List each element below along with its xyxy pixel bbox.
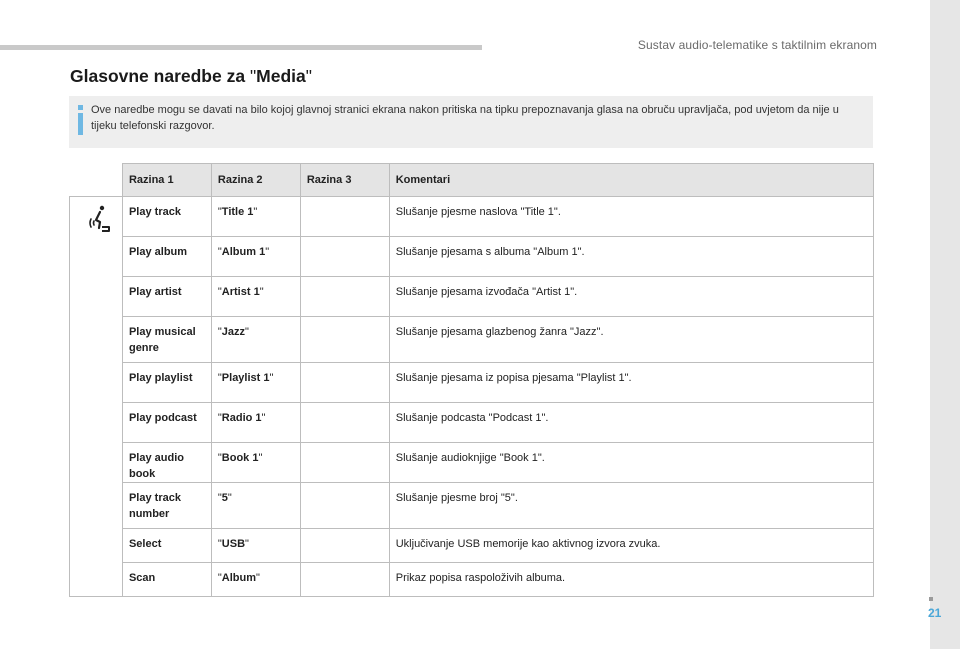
comment-cell: Slušanje audioknjige "Book 1". xyxy=(389,443,873,483)
level-2-value: Album xyxy=(221,572,257,584)
page-number: 21 xyxy=(928,606,942,620)
info-box xyxy=(69,96,873,148)
icon-cell xyxy=(70,197,123,597)
level-1-cell: Play musical genre xyxy=(122,317,211,363)
header-level-2: Razina 2 xyxy=(211,164,300,197)
header-level-1: Razina 1 xyxy=(122,164,211,197)
comment-cell: Prikaz popisa raspoloživih albuma. xyxy=(389,563,873,597)
table-row xyxy=(70,483,874,529)
level-3-cell xyxy=(300,277,389,317)
comment-cell: Slušanje podcasta "Podcast 1". xyxy=(389,403,873,443)
level-2-value: Playlist 1 xyxy=(221,372,270,384)
level-2-value: Radio 1 xyxy=(221,412,262,424)
comment-cell: Uključivanje USB memorije kao aktivnog izvora zvuka. xyxy=(389,529,873,563)
voice-command-icon xyxy=(87,205,113,235)
page-side-strip xyxy=(930,0,960,649)
header-comments: Komentari xyxy=(389,164,873,197)
header-level-3: Razina 3 xyxy=(300,164,389,197)
comment-cell: Slušanje pjesme naslova "Title 1". xyxy=(389,197,873,237)
title-word: Media xyxy=(256,66,306,86)
level-2-value: Jazz xyxy=(221,326,246,338)
level-1-cell: Scan xyxy=(122,563,211,597)
table-row xyxy=(70,403,874,443)
level-2-value: 5 xyxy=(221,492,228,504)
comment-cell: Slušanje pjesama izvođača "Artist 1". xyxy=(389,277,873,317)
page-marker xyxy=(929,597,933,601)
title-close-quote: " xyxy=(305,66,312,86)
level-2-cell: "USB" xyxy=(211,529,300,563)
page-title xyxy=(70,66,312,87)
level-2-cell: "Artist 1" xyxy=(211,277,300,317)
level-2-value: Artist 1 xyxy=(221,286,260,298)
table-row xyxy=(70,277,874,317)
table-row xyxy=(70,363,874,403)
table-row xyxy=(70,237,874,277)
section-header: Sustav audio-telematike s taktilnim ekranom xyxy=(637,38,877,52)
level-2-cell: "Jazz" xyxy=(211,317,300,363)
table-header-row xyxy=(70,164,874,197)
level-3-cell xyxy=(300,197,389,237)
level-1-cell: Play album xyxy=(122,237,211,277)
level-3-cell xyxy=(300,483,389,529)
level-3-cell xyxy=(300,317,389,363)
level-2-cell: "Title 1" xyxy=(211,197,300,237)
title-open-quote: " xyxy=(249,66,257,86)
level-3-cell xyxy=(300,403,389,443)
level-3-cell xyxy=(300,443,389,483)
level-2-cell: "Book 1" xyxy=(211,443,300,483)
level-3-cell xyxy=(300,529,389,563)
level-2-cell: "Radio 1" xyxy=(211,403,300,443)
level-2-cell: "Playlist 1" xyxy=(211,363,300,403)
level-2-value: Album 1 xyxy=(221,246,266,258)
info-icon xyxy=(78,105,83,135)
table-row xyxy=(70,197,874,237)
table-row xyxy=(70,317,874,363)
comment-cell: Slušanje pjesama glazbenog žanra "Jazz". xyxy=(389,317,873,363)
level-2-cell: "Album" xyxy=(211,563,300,597)
table-row xyxy=(70,563,874,597)
level-1-cell: Select xyxy=(122,529,211,563)
level-3-cell xyxy=(300,363,389,403)
level-1-cell: Play playlist xyxy=(122,363,211,403)
level-2-cell: "5" xyxy=(211,483,300,529)
voice-commands-table xyxy=(69,163,874,597)
header-rule xyxy=(0,45,482,50)
comment-cell: Slušanje pjesama s albuma "Album 1". xyxy=(389,237,873,277)
level-1-cell: Play artist xyxy=(122,277,211,317)
level-2-value: Book 1 xyxy=(221,452,259,464)
level-1-cell: Play track xyxy=(122,197,211,237)
comment-cell: Slušanje pjesme broj "5". xyxy=(389,483,873,529)
comment-cell: Slušanje pjesama iz popisa pjesama "Playlist 1". xyxy=(389,363,873,403)
info-text: Ove naredbe mogu se davati na bilo kojoj glavnoj stranici ekrana nakon pritiska na tipku prepoznavanja glasa na obruču upravljača, pod uvjetom da nije u tijeku telefonski razgovor. xyxy=(91,104,839,132)
title-prefix: Glasovne naredbe za xyxy=(70,66,250,86)
level-1-cell: Play podcast xyxy=(122,403,211,443)
table-row xyxy=(70,529,874,563)
level-1-cell: Play audio book xyxy=(122,443,211,483)
level-2-value: Title 1 xyxy=(221,206,254,218)
level-1-cell: Play track number xyxy=(122,483,211,529)
level-2-cell: "Album 1" xyxy=(211,237,300,277)
level-3-cell xyxy=(300,237,389,277)
level-3-cell xyxy=(300,563,389,597)
level-2-value: USB xyxy=(221,538,246,550)
table-row xyxy=(70,443,874,483)
